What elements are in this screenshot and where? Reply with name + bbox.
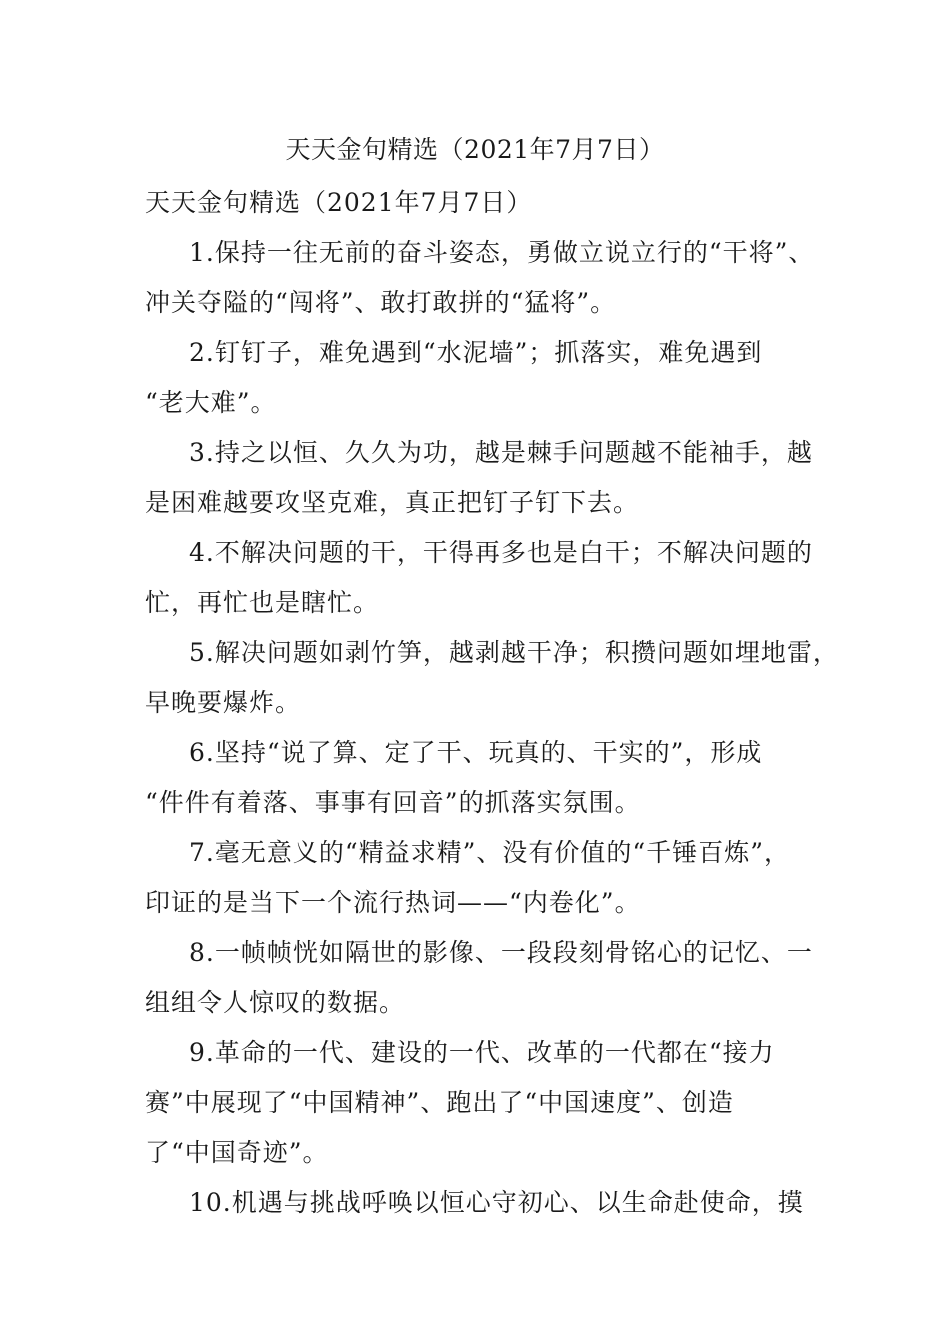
quote-line: “件件有着落、事事有回音”的抓落实氛围。 xyxy=(145,788,641,817)
quote-line: 早晚要爆炸。 xyxy=(145,688,302,717)
quote-item-2 xyxy=(145,328,825,428)
document-title: 天天金句精选（2021年7月7日） xyxy=(285,135,665,164)
quote-line: 组组令人惊叹的数据。 xyxy=(145,988,406,1017)
quote-item-4 xyxy=(145,528,825,628)
quote-line: 冲关夺隘的“闯将”、敢打敢拼的“猛将”。 xyxy=(145,288,617,317)
quote-line: 3.持之以恒、久久为功，越是棘手问题越不能袖手，越 xyxy=(189,438,813,467)
document-subtitle: 天天金句精选（2021年7月7日） xyxy=(145,188,533,217)
quote-line: 忙，再忙也是瞎忙。 xyxy=(145,588,380,617)
quote-line: 10.机遇与挑战呼唤以恒心守初心、以生命赴使命，摸 xyxy=(189,1188,804,1217)
quote-line: 7.毫无意义的“精益求精”、没有价值的“千锤百炼”， xyxy=(189,838,790,867)
quote-line: 4.不解决问题的干，干得再多也是白干；不解决问题的 xyxy=(189,538,813,567)
quote-item-3 xyxy=(145,428,825,528)
quote-line: 赛”中展现了“中国精神”、跑出了“中国速度”、创造 xyxy=(145,1088,734,1117)
quote-line: “老大难”。 xyxy=(145,388,277,417)
document-body xyxy=(145,178,839,1228)
quote-item-7 xyxy=(145,828,825,928)
quote-line: 9.革命的一代、建设的一代、改革的一代都在“接力 xyxy=(189,1038,775,1067)
quote-item-5 xyxy=(145,628,839,728)
quote-item-9 xyxy=(145,1028,825,1178)
quote-line: 8.一帧帧恍如隔世的影像、一段段刻骨铭心的记忆、一 xyxy=(189,938,813,967)
quote-line: 2.钉钉子，难免遇到“水泥墙”；抓落实，难免遇到 xyxy=(189,338,763,367)
quote-item-6 xyxy=(145,728,825,828)
quote-line: 了“中国奇迹”。 xyxy=(145,1138,329,1167)
quote-item-10 xyxy=(145,1178,825,1228)
quote-item-8 xyxy=(145,928,825,1028)
quote-item-1 xyxy=(145,228,825,328)
quote-line: 1.保持一往无前的奋斗姿态，勇做立说立行的“干将”、 xyxy=(189,238,815,267)
quote-line: 是困难越要攻坚克难，真正把钉子钉下去。 xyxy=(145,488,640,517)
quote-line: 6.坚持“说了算、定了干、玩真的、干实的”，形成 xyxy=(189,738,763,767)
quote-line: 5.解决问题如剥竹笋，越剥越干净；积攒问题如埋地雷， xyxy=(189,638,839,667)
quote-line: 印证的是当下一个流行热词——“内卷化”。 xyxy=(145,888,641,917)
